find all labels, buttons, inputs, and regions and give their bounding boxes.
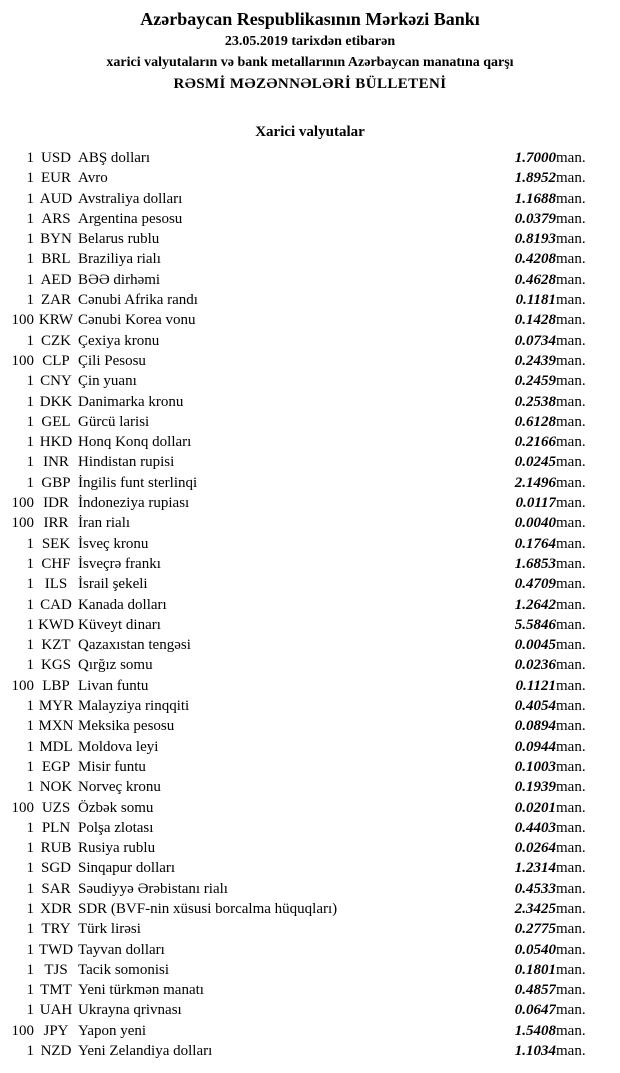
rate-value-cell: 0.1764 — [514, 535, 556, 552]
unit-label-cell: man. — [556, 454, 586, 471]
rate-row — [0, 879, 620, 899]
currency-code-cell: NZD — [40, 1043, 72, 1060]
currency-code-cell: JPY — [43, 1022, 69, 1039]
unit-label-cell: man. — [556, 779, 586, 796]
currency-code-cell: GBP — [41, 474, 71, 491]
quantity-cell: 1 — [26, 880, 34, 897]
currency-name-cell: Cənubi Afrika randı — [78, 292, 198, 309]
quantity-cell: 1 — [26, 596, 34, 613]
currency-code-cell: LBP — [42, 677, 70, 694]
rate-row — [0, 290, 620, 310]
rate-value-cell: 0.0245 — [514, 454, 556, 471]
unit-label-cell: man. — [556, 1002, 586, 1019]
quantity-cell: 1 — [26, 900, 34, 917]
currency-name-cell: Cənubi Korea vonu — [78, 312, 196, 329]
quantity-cell: 1 — [26, 210, 34, 227]
currency-code-cell: CHF — [41, 555, 71, 572]
rate-value-cell: 0.8193 — [514, 231, 556, 248]
currency-code-cell: BYN — [40, 231, 72, 248]
rate-value-cell: 1.2642 — [514, 596, 556, 613]
quantity-cell: 1 — [26, 393, 34, 410]
currency-code-cell: SAR — [41, 880, 71, 897]
currency-code-cell: RUB — [40, 840, 72, 857]
unit-label-cell: man. — [556, 758, 586, 775]
quantity-cell: 1 — [26, 535, 34, 552]
unit-label-cell: man. — [556, 352, 586, 369]
currency-code-cell: INR — [43, 454, 69, 471]
rate-row — [0, 270, 620, 290]
currency-name-cell: Gürcü larisi — [78, 413, 150, 430]
currency-name-cell: Ukrayna qrivnası — [78, 1002, 182, 1019]
rate-value-cell: 1.2314 — [514, 860, 556, 877]
unit-label-cell: man. — [556, 738, 586, 755]
unit-label-cell: man. — [556, 150, 586, 166]
currency-code-cell: SGD — [40, 860, 71, 877]
unit-label-cell: man. — [556, 271, 586, 288]
rate-value-cell: 0.0117 — [515, 495, 556, 512]
currency-name-cell: Yeni türkmən manatı — [78, 982, 204, 999]
rate-value-cell: 0.1939 — [514, 779, 556, 796]
currency-name-cell: Türk lirəsi — [78, 921, 141, 938]
rate-value-cell: 2.3425 — [514, 900, 556, 917]
rate-row — [0, 452, 620, 472]
rate-row — [0, 351, 620, 371]
quantity-cell: 1 — [26, 271, 34, 288]
rate-value-cell: 0.4403 — [514, 819, 556, 836]
unit-label-cell: man. — [556, 982, 586, 999]
currency-code-cell: CAD — [40, 596, 72, 613]
rate-row — [0, 757, 620, 777]
currency-code-cell: KRW — [38, 312, 74, 329]
rate-value-cell: 2.1496 — [514, 474, 556, 491]
rate-row — [0, 818, 620, 838]
currency-name-cell: Çin yuanı — [78, 373, 137, 390]
rate-value-cell: 0.2166 — [514, 434, 556, 451]
unit-label-cell: man. — [556, 840, 586, 857]
currency-name-cell: Braziliya rialı — [78, 251, 161, 268]
rate-value-cell: 1.1688 — [514, 190, 556, 207]
rate-row — [0, 696, 620, 716]
rate-row — [0, 412, 620, 432]
currency-code-cell: TJS — [44, 961, 68, 978]
currency-code-cell: KWD — [38, 616, 74, 633]
rate-value-cell: 0.0264 — [514, 840, 556, 857]
rate-row — [0, 534, 620, 554]
rate-row — [0, 1000, 620, 1020]
unit-label-cell: man. — [556, 393, 586, 410]
currency-name-cell: Qazaxıstan tengəsi — [78, 637, 191, 654]
rate-row — [0, 371, 620, 391]
unit-label-cell: man. — [556, 231, 586, 248]
quantity-cell: 1 — [26, 434, 34, 451]
currency-name-cell: Avro — [78, 170, 108, 187]
rate-value-cell: 0.4533 — [514, 880, 556, 897]
quantity-cell: 100 — [11, 312, 34, 329]
currency-name-cell: Livan funtu — [78, 677, 149, 694]
currency-code-cell: EUR — [41, 170, 71, 187]
quantity-cell: 1 — [26, 718, 34, 735]
currency-name-cell: Tayvan dolları — [78, 941, 165, 958]
quantity-cell: 1 — [26, 819, 34, 836]
rate-value-cell: 0.2439 — [514, 352, 556, 369]
quantity-cell: 1 — [26, 616, 34, 633]
rate-value-cell: 0.4709 — [514, 576, 556, 593]
quantity-cell: 1 — [26, 779, 34, 796]
rate-row — [0, 392, 620, 412]
currency-name-cell: Norveç kronu — [78, 779, 161, 796]
quantity-cell: 1 — [26, 840, 34, 857]
rate-row — [0, 209, 620, 229]
currency-code-cell: CNY — [40, 373, 72, 390]
rate-value-cell: 1.5408 — [514, 1022, 556, 1039]
rate-value-cell: 0.1428 — [514, 312, 556, 329]
quantity-cell: 1 — [26, 860, 34, 877]
quantity-cell: 1 — [26, 637, 34, 654]
currency-code-cell: UAH — [39, 1002, 73, 1019]
bulletin-header — [0, 0, 620, 96]
currency-name-cell: Qırğız somu — [78, 657, 153, 674]
rate-row — [0, 960, 620, 980]
currency-code-cell: IDR — [43, 495, 69, 512]
unit-label-cell: man. — [556, 677, 586, 694]
rate-row — [0, 716, 620, 736]
currency-code-cell: DKK — [39, 393, 73, 410]
currency-code-cell: USD — [40, 150, 71, 166]
quantity-cell: 1 — [26, 921, 34, 938]
rate-value-cell: 1.1034 — [514, 1043, 556, 1060]
unit-label-cell: man. — [556, 535, 586, 552]
currency-name-cell: İran rialı — [78, 515, 131, 532]
currency-code-cell: MXN — [38, 718, 74, 735]
quantity-cell: 1 — [26, 474, 34, 491]
currency-code-cell: BRL — [41, 251, 71, 268]
rate-row — [0, 554, 620, 574]
rate-row — [0, 919, 620, 939]
currency-name-cell: Polşa zlotası — [78, 819, 154, 836]
rate-value-cell: 0.0040 — [514, 515, 556, 532]
rate-value-cell: 0.0647 — [514, 1002, 556, 1019]
currency-name-cell: Çexiya kronu — [78, 332, 160, 349]
unit-label-cell: man. — [556, 1022, 586, 1039]
unit-label-cell: man. — [556, 799, 586, 816]
currency-name-cell: Hindistan rupisi — [78, 454, 175, 471]
currency-name-cell: İngilis funt sterlinqi — [78, 474, 198, 491]
currency-name-cell: Özbək somu — [78, 799, 154, 816]
quantity-cell: 1 — [26, 555, 34, 572]
unit-label-cell: man. — [556, 961, 586, 978]
rate-row — [0, 899, 620, 919]
rate-row — [0, 148, 620, 168]
rate-value-cell: 0.4208 — [514, 251, 556, 268]
currency-code-cell: NOK — [39, 779, 73, 796]
quantity-cell: 1 — [26, 454, 34, 471]
quantity-cell: 100 — [11, 495, 34, 512]
currency-name-cell: Moldova leyi — [78, 738, 159, 755]
rate-row — [0, 858, 620, 878]
rate-row — [0, 310, 620, 330]
rate-value-cell: 0.4054 — [514, 698, 556, 715]
unit-label-cell: man. — [556, 616, 586, 633]
quantity-cell: 100 — [11, 799, 34, 816]
currency-name-cell: Belarus rublu — [78, 231, 160, 248]
currency-code-cell: GEL — [41, 413, 71, 430]
rate-value-cell: 1.8952 — [514, 170, 556, 187]
currency-code-cell: ZAR — [41, 292, 71, 309]
unit-label-cell: man. — [556, 718, 586, 735]
rate-row — [0, 940, 620, 960]
quantity-cell: 1 — [26, 373, 34, 390]
rate-value-cell: 0.2459 — [514, 373, 556, 390]
currency-name-cell: Argentina pesosu — [78, 210, 183, 227]
rate-value-cell: 0.2538 — [514, 393, 556, 410]
rate-value-cell: 0.0894 — [514, 718, 556, 735]
unit-label-cell: man. — [556, 555, 586, 572]
currency-name-cell: Tacik somonisi — [78, 961, 170, 978]
unit-label-cell: man. — [556, 251, 586, 268]
rate-row — [0, 676, 620, 696]
bank-title: Azərbaycan Respublikasının Mərkəzi Bankı — [140, 9, 480, 29]
quantity-cell: 1 — [26, 657, 34, 674]
rate-value-cell: 0.0944 — [514, 738, 556, 755]
currency-name-cell: İsrail şekeli — [78, 576, 148, 593]
rate-row — [0, 655, 620, 675]
currency-name-cell: Səudiyyə Ərəbistanı rialı — [78, 880, 228, 897]
quantity-cell: 1 — [26, 332, 34, 349]
currency-code-cell: HKD — [39, 434, 73, 451]
quantity-cell: 1 — [26, 698, 34, 715]
unit-label-cell: man. — [556, 210, 586, 227]
quantity-cell: 1 — [26, 758, 34, 775]
unit-label-cell: man. — [556, 576, 586, 593]
unit-label-cell: man. — [556, 515, 586, 532]
quantity-cell: 1 — [26, 150, 34, 166]
currency-name-cell: SDR (BVF-nin xüsusi borcalma hüquqları) — [78, 900, 338, 917]
unit-label-cell: man. — [556, 860, 586, 877]
unit-label-cell: man. — [556, 170, 586, 187]
unit-label-cell: man. — [556, 596, 586, 613]
rate-row — [0, 229, 620, 249]
currency-name-cell: İndoneziya rupiası — [78, 495, 190, 512]
currency-code-cell: ARS — [41, 210, 71, 227]
rate-row — [0, 838, 620, 858]
unit-label-cell: man. — [556, 292, 586, 309]
currency-code-cell: CZK — [41, 332, 71, 349]
currency-code-cell: EGP — [41, 758, 71, 775]
currency-name-cell: Çili Pesosu — [78, 352, 146, 369]
quantity-cell: 1 — [26, 190, 34, 207]
currency-name-cell: BƏƏ dirhəmi — [78, 271, 161, 288]
unit-label-cell: man. — [556, 495, 586, 512]
currency-name-cell: İsveçrə frankı — [78, 555, 161, 572]
currency-name-cell: ABŞ dolları — [78, 150, 151, 166]
rate-row — [0, 737, 620, 757]
currency-name-cell: İsveç kronu — [78, 535, 149, 552]
unit-label-cell: man. — [556, 413, 586, 430]
quantity-cell: 1 — [26, 170, 34, 187]
rate-row — [0, 635, 620, 655]
unit-label-cell: man. — [556, 190, 586, 207]
rate-value-cell: 0.4857 — [514, 982, 556, 999]
unit-label-cell: man. — [556, 941, 586, 958]
unit-label-cell: man. — [556, 1043, 586, 1060]
rate-row — [0, 1021, 620, 1041]
currency-code-cell: SEK — [41, 535, 71, 552]
quantity-cell: 1 — [26, 1002, 34, 1019]
rate-value-cell: 1.6853 — [514, 555, 556, 572]
quantity-cell: 1 — [26, 576, 34, 593]
currency-name-cell: Danimarka kronu — [78, 393, 184, 410]
unit-label-cell: man. — [556, 312, 586, 329]
effective-date-line: 23.05.2019 tarixdən etibarən — [224, 34, 396, 49]
rate-row — [0, 798, 620, 818]
rate-value-cell: 0.1121 — [515, 677, 556, 694]
rate-row — [0, 615, 620, 635]
currency-code-cell: PLN — [41, 819, 71, 836]
currency-code-cell: TWD — [38, 941, 74, 958]
rate-value-cell: 0.0379 — [514, 210, 556, 227]
currency-code-cell: MYR — [38, 698, 74, 715]
exchange-rates-body — [0, 148, 620, 1061]
quantity-cell: 1 — [26, 251, 34, 268]
bulletin-title: RƏSMİ MƏZƏNNƏLƏRİ BÜLLETENİ — [173, 76, 447, 92]
currency-code-cell: KGS — [40, 657, 71, 674]
rate-value-cell: 0.4628 — [514, 271, 556, 288]
currency-code-cell: TMT — [40, 982, 72, 999]
unit-label-cell: man. — [556, 819, 586, 836]
rate-row — [0, 432, 620, 452]
unit-label-cell: man. — [556, 637, 586, 654]
quantity-cell: 100 — [11, 1022, 34, 1039]
unit-label-cell: man. — [556, 880, 586, 897]
quantity-cell: 1 — [26, 292, 34, 309]
rate-row — [0, 189, 620, 209]
rate-row — [0, 473, 620, 493]
rate-value-cell: 0.6128 — [514, 413, 556, 430]
unit-label-cell: man. — [556, 657, 586, 674]
quantity-cell: 1 — [26, 941, 34, 958]
rate-value-cell: 0.0734 — [514, 332, 556, 349]
quantity-cell: 1 — [26, 231, 34, 248]
rate-row — [0, 168, 620, 188]
unit-label-cell: man. — [556, 332, 586, 349]
rate-row — [0, 331, 620, 351]
currency-code-cell: IRR — [43, 515, 69, 532]
bulletin-subtitle: xarici valyutaların və bank metallarının Azərbaycan manatına qarşı — [106, 55, 514, 70]
quantity-cell: 100 — [11, 352, 34, 369]
currency-code-cell: CLP — [42, 352, 70, 369]
currency-name-cell: Avstraliya dolları — [78, 190, 183, 207]
currency-code-cell: MDL — [39, 738, 73, 755]
currency-code-cell: XDR — [40, 900, 72, 917]
currency-name-cell: Küveyt dinarı — [78, 616, 161, 633]
currency-name-cell: Honq Konq dolları — [78, 434, 192, 451]
quantity-cell: 1 — [26, 738, 34, 755]
currency-name-cell: Misir funtu — [78, 758, 146, 775]
rate-row — [0, 777, 620, 797]
currency-name-cell: Meksika pesosu — [78, 718, 175, 735]
section-title-foreign-currencies: Xarici valyutalar — [255, 124, 365, 140]
unit-label-cell: man. — [556, 921, 586, 938]
currency-name-cell: Rusiya rublu — [78, 840, 156, 857]
rate-value-cell: 0.1003 — [514, 758, 556, 775]
quantity-cell: 1 — [26, 413, 34, 430]
currency-code-cell: AED — [40, 271, 72, 288]
rate-value-cell: 1.7000 — [514, 150, 556, 166]
unit-label-cell: man. — [556, 900, 586, 917]
currency-code-cell: AUD — [39, 190, 73, 207]
currency-name-cell: Yapon yeni — [78, 1022, 147, 1039]
rate-value-cell: 0.0540 — [514, 941, 556, 958]
exchange-rates-table — [0, 148, 620, 1061]
rate-row — [0, 249, 620, 269]
quantity-cell: 1 — [26, 961, 34, 978]
quantity-cell: 100 — [11, 515, 34, 532]
quantity-cell: 100 — [11, 677, 34, 694]
currency-code-cell: TRY — [41, 921, 71, 938]
rate-row — [0, 1041, 620, 1061]
rate-row — [0, 513, 620, 533]
currency-name-cell: Kanada dolları — [78, 596, 167, 613]
quantity-cell: 1 — [26, 982, 34, 999]
unit-label-cell: man. — [556, 698, 586, 715]
rate-value-cell: 5.5846 — [514, 616, 556, 633]
rate-value-cell: 0.2775 — [514, 921, 556, 938]
rate-value-cell: 0.1801 — [514, 961, 556, 978]
rate-value-cell: 0.0045 — [514, 637, 556, 654]
rate-value-cell: 0.0236 — [514, 657, 556, 674]
rate-row — [0, 574, 620, 594]
rate-value-cell: 0.0201 — [514, 799, 556, 816]
unit-label-cell: man. — [556, 434, 586, 451]
rate-value-cell: 0.1181 — [515, 292, 556, 309]
currency-name-cell: Malayziya rinqqiti — [78, 698, 190, 715]
rate-row — [0, 595, 620, 615]
rate-row — [0, 980, 620, 1000]
currency-code-cell: KZT — [41, 637, 71, 654]
quantity-cell: 1 — [26, 1043, 34, 1060]
unit-label-cell: man. — [556, 373, 586, 390]
currency-code-cell: ILS — [44, 576, 68, 593]
rate-row — [0, 493, 620, 513]
currency-name-cell: Yeni Zelandiya dolları — [78, 1043, 213, 1060]
currency-name-cell: Sinqapur dolları — [78, 860, 176, 877]
currency-code-cell: UZS — [41, 799, 71, 816]
unit-label-cell: man. — [556, 474, 586, 491]
